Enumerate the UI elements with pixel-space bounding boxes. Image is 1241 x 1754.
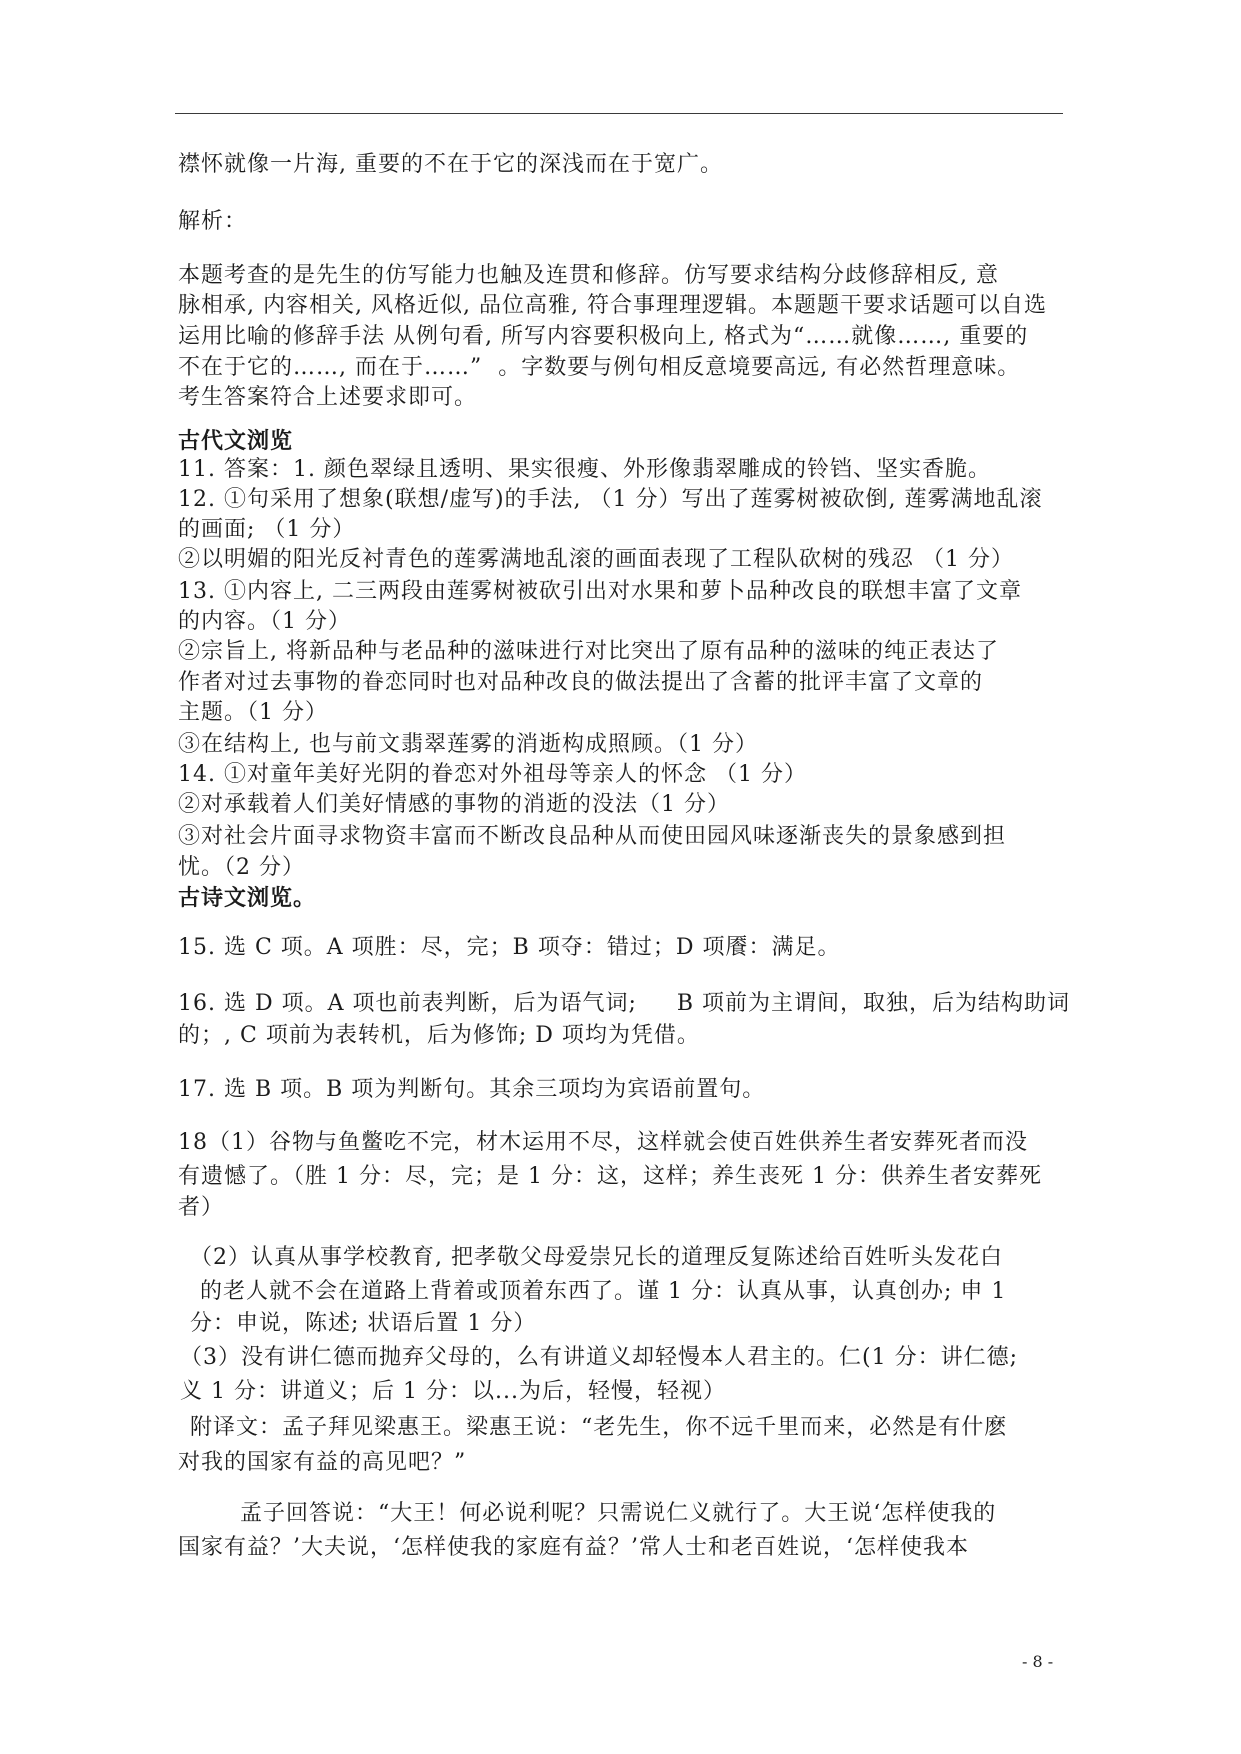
translation-line: 对我的国家有益的高见吧？”: [178, 1450, 467, 1475]
translation-line: 附译文：孟子拜见梁惠王。梁惠王说：“老先生，你不远千里而来，必然是有什麽: [190, 1415, 1008, 1440]
answer-line: 17. 选 B 项。B 项为判断句。其余三项均为宾语前置句。: [178, 1077, 766, 1102]
answer-line: （2）认真从事学校教育, 把孝敬父母爱崇兄长的道理反复陈述给百姓听头发花白: [190, 1245, 1003, 1270]
section-heading-ancient-poetry: 古诗文浏览。: [178, 885, 317, 911]
answer-line: ②对承载着人们美好情感的事物的消逝的没法（1 分）: [178, 792, 730, 817]
analysis-line: 不在于它的……, 而在于……” 。字数要与例句相反意境要高远, 有必然哲理意味。: [178, 355, 1021, 380]
analysis-line: 本题考查的是先生的仿写能力也触及连贯和修辞。仿写要求结构分歧修辞相反, 意: [178, 263, 999, 288]
answer-line: 义 1 分：讲道义；后 1 分：以...为后，轻慢，轻视）: [180, 1379, 726, 1404]
answer-line: ②以明媚的阳光反衬青色的莲雾满地乱滚的画面表现了工程队砍树的残忍 （1 分）: [178, 547, 1014, 572]
answer-line: 分：申说，陈述; 状语后置 1 分）: [190, 1311, 537, 1336]
answer-line: 的；, C 项前为表转机，后为修饰; D 项均为凭借。: [178, 1023, 700, 1048]
answer-line: 16. 选 D 项。A 项也前表判断，后为语气词; B 项前为主谓间，取独，后为结构助词: [178, 991, 1071, 1016]
answer-line: ③对社会片面寻求物资丰富而不断改良品种从而使田园风味逐渐丧失的景象感到担: [178, 824, 1007, 849]
top-answer-line: 襟怀就像一片海, 重要的不在于它的深浅而在于宽广。: [178, 152, 723, 177]
translation-line: 孟子回答说：“大王！何必说利呢？只需说仁义就行了。大王说‘怎样使我的: [240, 1501, 997, 1526]
analysis-line: 考生答案符合上述要求即可。: [178, 385, 478, 410]
answer-line: 11. 答案：1. 颜色翠绿且透明、果实很瘦、外形像翡翠雕成的铃铛、坚实香脆。: [178, 457, 991, 482]
page-number: - 8 -: [1022, 1652, 1054, 1671]
answer-line: 的老人就不会在道路上背着或顶着东西了。谨 1 分：认真从事，认真创办; 申 1: [200, 1279, 1007, 1304]
answer-line: 的内容。（1 分）: [178, 609, 351, 634]
answer-line: ③在结构上, 也与前文翡翠莲雾的消逝构成照顾。（1 分）: [178, 732, 758, 757]
header-rule: [175, 113, 1063, 114]
answer-line: 14. ①对童年美好光阴的眷恋对外祖母等亲人的怀念 （1 分）: [178, 762, 807, 787]
section-heading-ancient-prose: 古代文浏览: [178, 428, 294, 454]
analysis-line: 脉相承, 内容相关, 风格近似, 品位高雅, 符合事理理逻辑。本题题干要求话题可以自选: [178, 293, 1047, 318]
answer-line: 18（1）谷物与鱼鳖吃不完，材木运用不尽，这样就会使百姓供养生者安葬死者而没: [178, 1130, 1028, 1155]
answer-line: 者）: [178, 1195, 225, 1220]
translation-line: 国家有益？’大夫说，‘怎样使我的家庭有益？’常人士和老百姓说，‘怎样使我本: [178, 1535, 969, 1560]
answer-line: 有遗憾了。（胜 1 分：尽，完；是 1 分：这，这样；养生丧死 1 分：供养生者安葬死: [178, 1164, 1042, 1189]
answer-line: 13. ①内容上, 二三两段由莲雾树被砍引出对水果和萝卜品种改良的联想丰富了文章: [178, 579, 1022, 604]
answer-line: 忧。（2 分）: [178, 855, 305, 880]
answer-line: 12. ①句采用了想象(联想/虚写)的手法, （1 分）写出了莲雾树被砍倒, 莲雾满地乱滚: [178, 487, 1043, 512]
analysis-label: 解析：: [178, 209, 248, 234]
analysis-line: 运用比喻的修辞手法 从例句看, 所写内容要积极向上, 格式为“……就像……, 重要的: [178, 324, 1029, 349]
answer-line: （3）没有讲仁德而抛弃父母的，么有讲道义却轻慢本人君主的。仁(1 分：讲仁德;: [180, 1345, 1018, 1370]
answer-line: 作者对过去事物的眷恋同时也对品种改良的做法提出了含蓄的批评丰富了文章的: [178, 670, 984, 695]
answer-line: ②宗旨上, 将新品种与老品种的滋味进行对比突出了原有品种的滋味的纯正表达了: [178, 639, 999, 664]
answer-line: 的画面; （1 分）: [178, 517, 356, 542]
answer-line: 15. 选 C 项。A 项胜：尽，完；B 项夺：错过；D 项餍：满足。: [178, 935, 841, 960]
answer-line: 主题。（1 分）: [178, 700, 328, 725]
